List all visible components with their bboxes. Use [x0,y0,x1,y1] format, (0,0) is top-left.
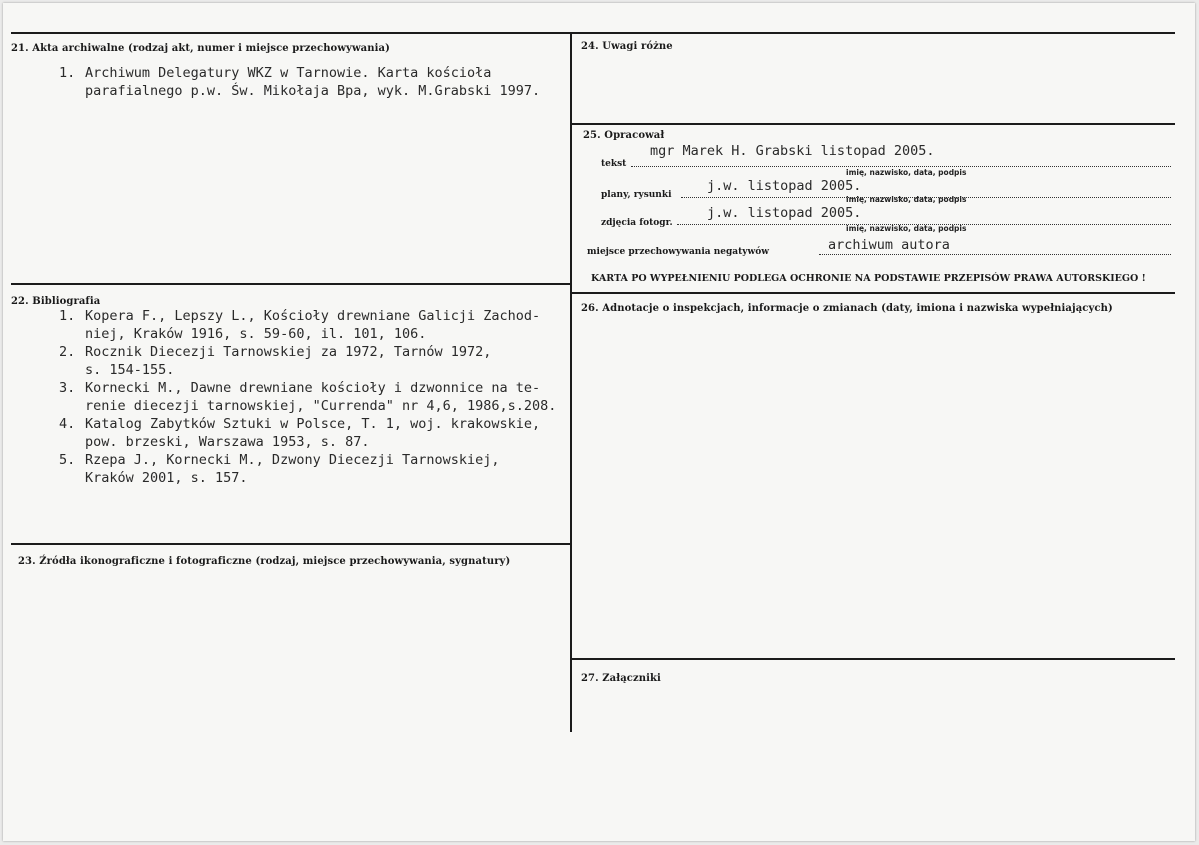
record-card-sheet [3,3,1195,841]
copyright-warning: KARTA PO WYPEŁNIENIU PODLEGA OCHRONIE NA PODSTAWIE PRZEPISÓW PRAWA AUTORSKIEGO ! [591,273,1146,284]
section-24-title: 24. Uwagi różne [581,41,673,52]
list-item: s. 154-155. [85,362,175,378]
tekst-dotted-line [631,166,1171,167]
list-item: 1. Kopera F., Lepszy L., Kościoły drewniane Galicji Zachod- [59,308,541,324]
list-item: 5. Rzepa J., Kornecki M., Dzwony Diecezji Tarnowskiej, [59,452,500,468]
list-item: pow. brzeski, Warszawa 1953, s. 87. [85,434,370,450]
zdjecia-value: j.w. listopad 2005. [707,205,862,221]
plany-label: plany, rysunki [601,190,672,200]
rule-24-25 [570,123,1175,125]
section-22-title: 22. Bibliografia [11,296,101,307]
tekst-value: mgr Marek H. Grabski listopad 2005. [650,143,935,159]
tekst-hint: imię, nazwisko, data, podpis [846,168,967,177]
list-item: renie diecezji tarnowskiej, "Currenda" nr 4,6, 1986,s.208. [85,398,557,414]
negatywy-label: miejsce przechowywania negatywów [587,247,769,257]
list-item: 1. Archiwum Delegatury WKZ w Tarnowie. Karta kościoła [59,65,492,81]
center-vertical-rule [570,32,572,732]
tekst-label: tekst [601,159,627,169]
list-item: 3. Kornecki M., Dawne drewniane kościoły i dzwonnice na te- [59,380,541,396]
top-rule [11,32,1175,34]
rule-21-22 [11,283,571,285]
section-26-title: 26. Adnotacje o inspekcjach, informacje o zmianach (daty, imiona i nazwiska wypełniających) [581,303,1113,314]
section-27-title: 27. Załączniki [581,673,661,684]
section-25-title: 25. Opracował [583,130,665,141]
list-item: Kraków 2001, s. 157. [85,470,248,486]
zdjecia-label: zdjęcia fotogr. [601,218,673,228]
plany-value: j.w. listopad 2005. [707,178,862,194]
zdjecia-hint: imię, nazwisko, data, podpis [846,224,967,233]
negatywy-value: archiwum autora [828,237,950,253]
section-21-title: 21. Akta archiwalne (rodzaj akt, numer i miejsce przechowywania) [11,43,390,54]
plany-hint: imię, nazwisko, data, podpis [846,195,967,204]
list-item: 2. Rocznik Diecezji Tarnowskiej za 1972, Tarnów 1972, [59,344,492,360]
list-item: 4. Katalog Zabytków Sztuki w Polsce, T. 1, woj. krakowskie, [59,416,541,432]
negatywy-dotted-line [819,254,1171,255]
list-item: niej, Kraków 1916, s. 59-60, il. 101, 106. [85,326,427,342]
list-item: parafialnego p.w. Św. Mikołaja Bpa, wyk. M.Grabski 1997. [85,83,541,99]
rule-25-26 [570,292,1175,294]
rule-22-23 [11,543,571,545]
bibliography-list [59,307,556,487]
section-21-list [59,64,540,100]
rule-26-27 [570,658,1175,660]
section-23-title: 23. Źródła ikonograficzne i fotograficzne (rodzaj, miejsce przechowywania, sygnatury) [18,556,511,567]
